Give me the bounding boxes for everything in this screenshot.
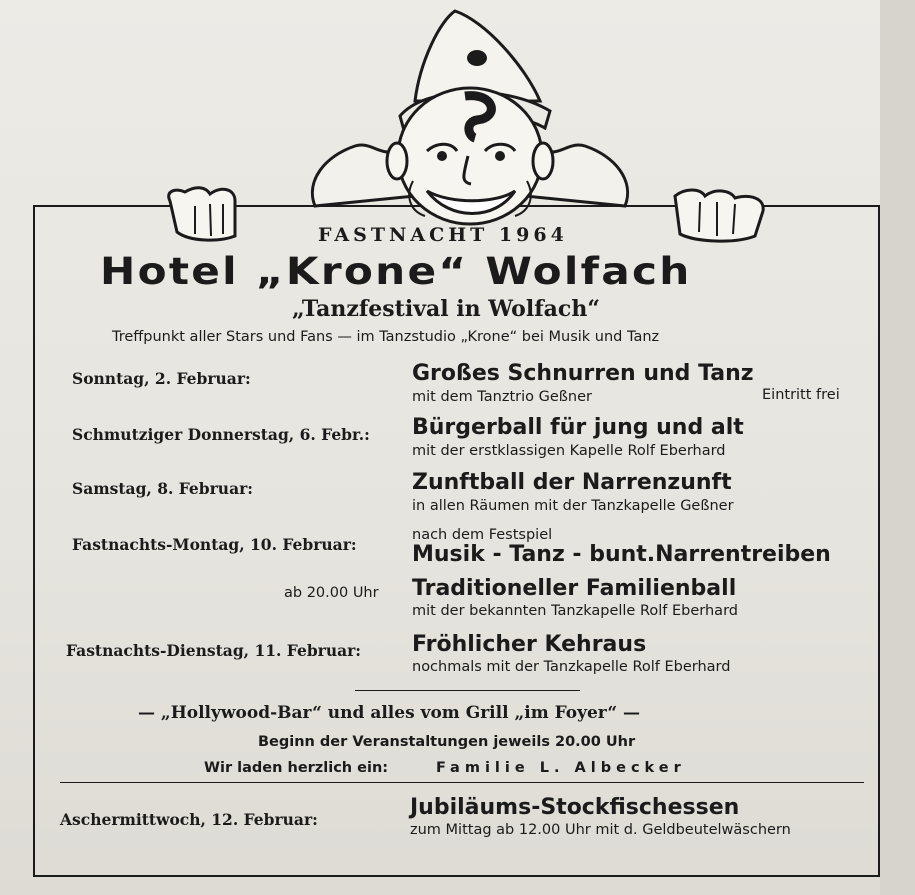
kicker: FASTNACHT 1964 [318,224,568,246]
event-detail: mit der bekannten Tanzkapelle Rolf Eberhard [412,603,738,619]
divider [355,690,580,691]
event-title: Traditioneller Familienball [412,576,737,601]
event-pretext: nach dem Festspiel [412,527,553,543]
event-detail: mit dem Tanztrio Geßner [412,389,592,405]
event-day: Samstag, 8. Februar: [72,479,253,498]
event-title: Fröhlicher Kehraus [412,632,647,657]
event-day: Schmutziger Donnerstag, 6. Febr.: [72,425,370,444]
tagline: Treffpunkt aller Stars und Fans — im Tanzstudio „Krone“ bei Musik und Tanz [112,329,660,345]
page-edge [880,0,915,895]
event-detail: zum Mittag ab 12.00 Uhr mit d. Geldbeutelwäschern [410,822,791,838]
invite-text: Wir laden herzlich ein: [204,760,389,776]
event-detail: nochmals mit der Tanzkapelle Rolf Eberhard [412,659,731,675]
event-title: Großes Schnurren und Tanz [412,361,754,386]
clown-peeking-icon [165,6,775,246]
subtitle: „Tanzfestival in Wolfach“ [292,296,600,322]
event-detail: in allen Räumen mit der Tanzkapelle Geßner [412,498,734,514]
event-day: Fastnachts-Dienstag, 11. Februar: [66,641,362,660]
event-title: Musik - Tanz - bunt.Narrentreiben [412,542,831,567]
event-title: Zunftball der Narrenzunft [412,470,732,495]
event-detail: mit der erstklassigen Kapelle Rolf Eberhard [412,443,726,459]
page-title: Hotel „Krone“ Wolfach [100,250,692,293]
event-title: Jubiläums-Stockfischessen [410,795,740,820]
event-time: ab 20.00 Uhr [284,585,379,601]
event-title: Bürgerball für jung und alt [412,415,744,440]
host-family: Familie L. Albecker [436,760,686,776]
event-note: Eintritt frei [762,387,840,403]
event-day: Sonntag, 2. Februar: [72,369,251,388]
event-day: Aschermittwoch, 12. Februar: [60,810,318,829]
start-time: Beginn der Veranstaltungen jeweils 20.00 Uhr [258,734,636,750]
event-day: Fastnachts-Montag, 10. Februar: [72,535,357,554]
bar-line: — „Hollywood-Bar“ und alles vom Grill „im Foyer“ — [138,703,641,723]
divider [60,782,864,783]
